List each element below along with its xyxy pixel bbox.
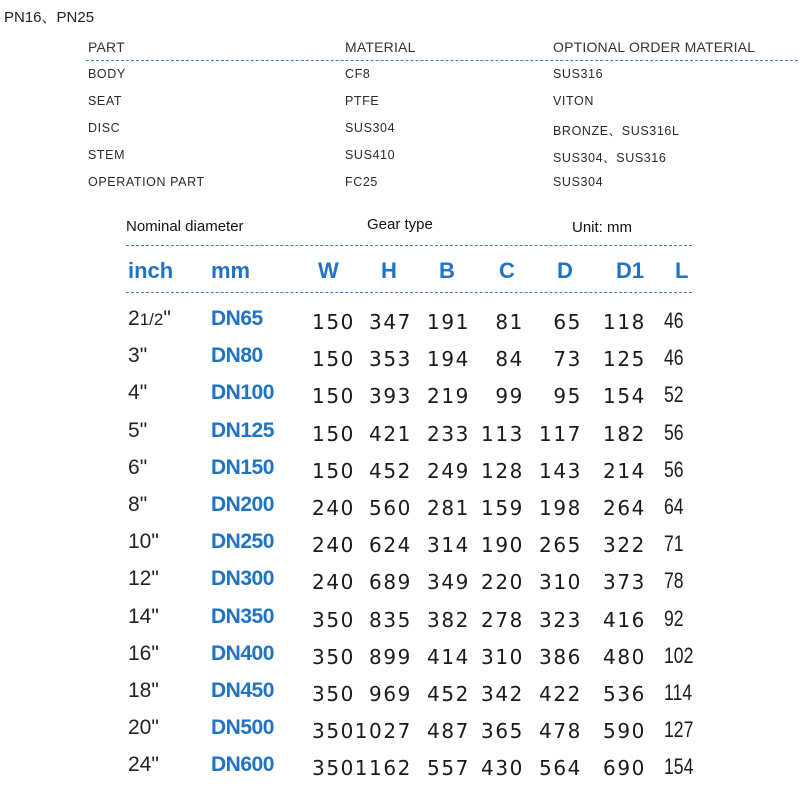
value-h-cell: 899 [369, 645, 412, 669]
value-h-cell: 835 [369, 608, 412, 632]
material-material-cell: FC25 [345, 175, 378, 189]
value-d1-cell: 125 [603, 347, 646, 371]
value-d-cell: 95 [553, 384, 582, 408]
value-b-cell: 249 [427, 459, 470, 483]
value-l-cell: 127 [664, 717, 694, 742]
value-c-cell: 159 [481, 496, 524, 520]
inch-value: 10 [128, 530, 152, 553]
inch-value: 5 [128, 419, 140, 442]
value-l-cell: 56 [664, 420, 684, 445]
value-w-cell: 350 [312, 756, 355, 780]
value-d1-cell: 690 [603, 756, 646, 780]
material-part-cell: SEAT [88, 94, 123, 108]
dn-cell: DN350 [211, 605, 274, 628]
value-w-cell: 350 [312, 608, 355, 632]
value-w-cell: 150 [312, 422, 355, 446]
value-c-cell: 113 [481, 422, 524, 446]
value-d-cell: 198 [539, 496, 582, 520]
caption-divider [126, 245, 692, 246]
value-d-cell: 65 [553, 310, 582, 334]
value-l-cell: 78 [664, 568, 684, 593]
inch-mark: " [151, 605, 159, 628]
unit-caption: Unit: mm [572, 219, 632, 236]
inch-value: 24 [128, 753, 152, 776]
value-d1-cell: 536 [603, 682, 646, 706]
value-d1-cell: 154 [603, 384, 646, 408]
value-w-cell: 350 [312, 719, 355, 743]
value-l-cell: 52 [664, 382, 684, 407]
value-d1-cell: 264 [603, 496, 646, 520]
material-material-cell: PTFE [345, 94, 380, 108]
value-h-cell: 421 [369, 422, 412, 446]
value-d-cell: 422 [539, 682, 582, 706]
value-d-cell: 265 [539, 533, 582, 557]
header-h: H [381, 258, 397, 283]
header-l: L [675, 258, 689, 283]
material-part-cell: OPERATION PART [88, 175, 205, 189]
value-h-cell: 452 [369, 459, 412, 483]
inch-cell [128, 642, 159, 666]
inch-cell [128, 567, 159, 591]
inch-value: 12 [128, 567, 152, 590]
value-l-cell: 56 [664, 457, 684, 482]
value-w-cell: 150 [312, 310, 355, 334]
value-b-cell: 281 [427, 496, 470, 520]
dn-cell: DN250 [211, 530, 274, 553]
inch-value: 6 [128, 456, 140, 479]
inch-cell [128, 716, 159, 740]
value-b-cell: 233 [427, 422, 470, 446]
value-c-cell: 430 [481, 756, 524, 780]
inch-value: 16 [128, 642, 152, 665]
value-b-cell: 487 [427, 719, 470, 743]
value-d1-cell: 322 [603, 533, 646, 557]
value-h-cell: 689 [369, 570, 412, 594]
inch-value: 14 [128, 605, 152, 628]
value-h-cell: 560 [369, 496, 412, 520]
value-d-cell: 143 [539, 459, 582, 483]
value-h-cell: 353 [369, 347, 412, 371]
inch-cell [128, 381, 147, 405]
dn-cell: DN450 [211, 679, 274, 702]
inch-mark: " [151, 567, 159, 590]
value-l-cell: 64 [664, 494, 684, 519]
material-header-material: MATERIAL [345, 39, 416, 55]
inch-mark: " [139, 419, 148, 442]
value-w-cell: 240 [312, 570, 355, 594]
value-h-cell: 393 [369, 384, 412, 408]
inch-fraction: 1/2 [139, 310, 164, 329]
inch-cell [128, 530, 159, 554]
nominal-diameter-caption: Nominal diameter [126, 218, 244, 235]
inch-value: 3 [128, 344, 140, 367]
inch-cell [128, 753, 159, 777]
value-l-cell: 71 [664, 531, 684, 556]
inch-mark: " [139, 493, 148, 516]
header-d: D [557, 258, 573, 283]
value-d1-cell: 214 [603, 459, 646, 483]
inch-mark: " [163, 307, 171, 330]
inch-value: 2 [128, 307, 140, 330]
dn-cell: DN200 [211, 493, 274, 516]
value-b-cell: 452 [427, 682, 470, 706]
header-d1: D1 [616, 258, 645, 283]
header-divider [126, 292, 692, 293]
value-l-cell: 46 [664, 308, 684, 333]
dn-cell: DN400 [211, 642, 274, 665]
value-c-cell: 278 [481, 608, 524, 632]
value-b-cell: 219 [427, 384, 470, 408]
value-w-cell: 150 [312, 384, 355, 408]
value-l-cell: 92 [664, 606, 684, 631]
material-optional-cell: BRONZE、SUS316L [553, 124, 680, 138]
value-d1-cell: 416 [603, 608, 646, 632]
dn-cell: DN65 [211, 307, 263, 330]
value-c-cell: 310 [481, 645, 524, 669]
value-b-cell: 314 [427, 533, 470, 557]
pressure-rating-label: PN16、PN25 [4, 9, 95, 26]
inch-mark: " [151, 530, 159, 553]
value-c-cell: 99 [495, 384, 524, 408]
value-b-cell: 414 [427, 645, 470, 669]
material-header-divider [86, 60, 798, 61]
dn-cell: DN125 [211, 419, 274, 442]
inch-value: 20 [128, 716, 152, 739]
inch-value: 4 [128, 381, 140, 404]
dn-cell: DN150 [211, 456, 274, 479]
value-w-cell: 350 [312, 645, 355, 669]
value-b-cell: 191 [427, 310, 470, 334]
inch-cell [128, 419, 147, 443]
inch-mark: " [139, 381, 148, 404]
value-w-cell: 240 [312, 496, 355, 520]
value-d1-cell: 373 [603, 570, 646, 594]
inch-cell [128, 307, 171, 331]
material-material-cell: SUS410 [345, 148, 396, 162]
inch-cell [128, 344, 147, 368]
value-d-cell: 386 [539, 645, 582, 669]
value-d-cell: 323 [539, 608, 582, 632]
value-d-cell: 478 [539, 719, 582, 743]
value-c-cell: 84 [495, 347, 524, 371]
inch-mark: " [151, 679, 159, 702]
value-h-cell: 347 [369, 310, 412, 334]
value-w-cell: 240 [312, 533, 355, 557]
value-b-cell: 557 [427, 756, 470, 780]
value-d1-cell: 590 [603, 719, 646, 743]
inch-mark: " [151, 753, 159, 776]
material-part-cell: DISC [88, 121, 121, 135]
value-d-cell: 564 [539, 756, 582, 780]
value-c-cell: 342 [481, 682, 524, 706]
header-mm: mm [211, 258, 251, 283]
value-d1-cell: 480 [603, 645, 646, 669]
value-d1-cell: 118 [603, 310, 646, 334]
value-l-cell: 46 [664, 345, 684, 370]
inch-value: 8 [128, 493, 140, 516]
material-part-cell: BODY [88, 67, 126, 81]
value-l-cell: 114 [664, 680, 693, 705]
value-w-cell: 150 [312, 459, 355, 483]
material-header-optional: OPTIONAL ORDER MATERIAL [553, 39, 756, 55]
dn-cell: DN80 [211, 344, 263, 367]
inch-mark: " [139, 344, 148, 367]
material-optional-cell: SUS316 [553, 67, 604, 81]
material-optional-cell: SUS304、SUS316 [553, 151, 667, 165]
value-b-cell: 349 [427, 570, 470, 594]
value-w-cell: 350 [312, 682, 355, 706]
value-h-cell: 969 [369, 682, 412, 706]
value-c-cell: 190 [481, 533, 524, 557]
value-b-cell: 382 [427, 608, 470, 632]
value-l-cell: 154 [664, 754, 694, 779]
inch-mark: " [151, 716, 159, 739]
value-h-cell: 1027 [354, 719, 412, 743]
material-part-cell: STEM [88, 148, 126, 162]
material-optional-cell: VITON [553, 94, 594, 108]
inch-value: 18 [128, 679, 152, 702]
header-c: C [499, 258, 515, 283]
value-l-cell: 102 [664, 643, 694, 668]
header-b: B [439, 258, 455, 283]
value-d-cell: 73 [553, 347, 582, 371]
value-d1-cell: 182 [603, 422, 646, 446]
dn-cell: DN100 [211, 381, 274, 404]
inch-mark: " [139, 456, 148, 479]
value-c-cell: 81 [495, 310, 524, 334]
header-inch: inch [128, 258, 174, 283]
dn-cell: DN500 [211, 716, 274, 739]
material-optional-cell: SUS304 [553, 175, 604, 189]
inch-cell [128, 493, 147, 517]
material-material-cell: SUS304 [345, 121, 396, 135]
value-h-cell: 624 [369, 533, 412, 557]
dn-cell: DN300 [211, 567, 274, 590]
dn-cell: DN600 [211, 753, 274, 776]
value-c-cell: 128 [481, 459, 524, 483]
value-b-cell: 194 [427, 347, 470, 371]
header-w: W [318, 258, 339, 283]
value-d-cell: 117 [539, 422, 582, 446]
material-material-cell: CF8 [345, 67, 371, 81]
inch-mark: " [151, 642, 159, 665]
gear-type-caption: Gear type [367, 216, 433, 233]
inch-cell [128, 605, 159, 629]
value-w-cell: 150 [312, 347, 355, 371]
value-c-cell: 365 [481, 719, 524, 743]
value-h-cell: 1162 [354, 756, 412, 780]
inch-cell [128, 679, 159, 703]
material-header-part: PART [88, 39, 125, 55]
inch-cell [128, 456, 147, 480]
value-d-cell: 310 [539, 570, 582, 594]
value-c-cell: 220 [481, 570, 524, 594]
